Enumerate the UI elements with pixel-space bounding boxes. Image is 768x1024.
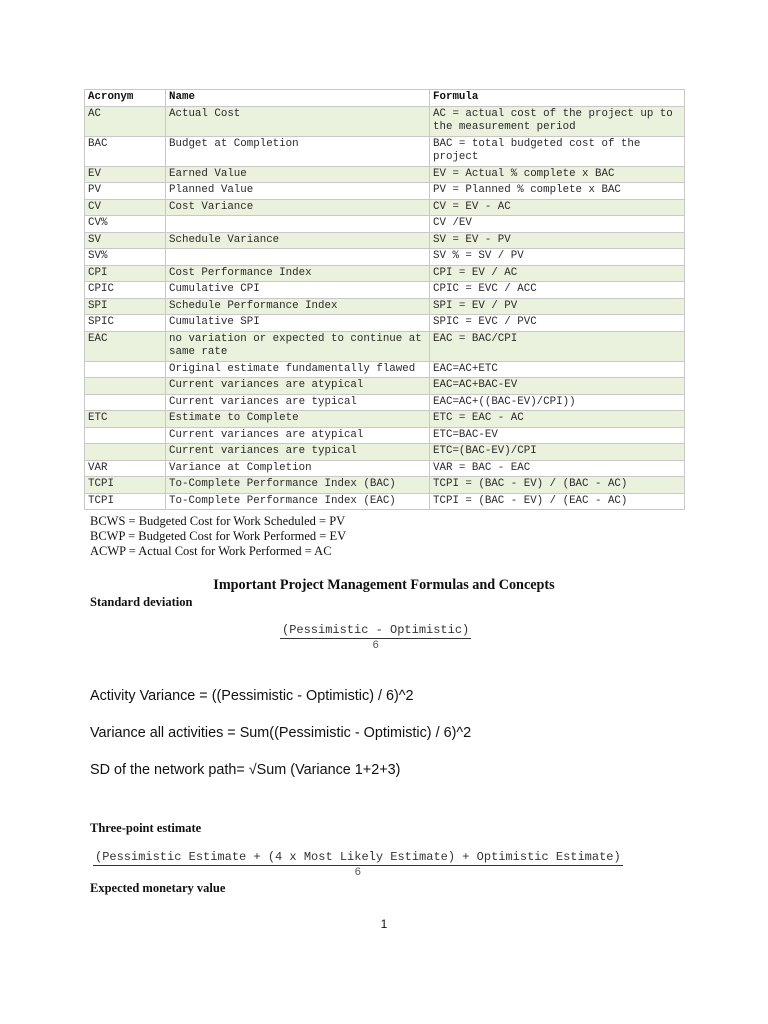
acronym-cell: CV [85,199,166,216]
name-cell: no variation or expected to continue at same rate [166,331,430,361]
table-row [85,282,685,299]
name-cell: Cumulative SPI [166,315,430,332]
table-row [85,199,685,216]
formula-cell: AC = actual cost of the project up to the measurement period [430,106,685,136]
definition-acwp: ACWP = Actual Cost for Work Performed = AC [90,544,332,558]
table-row [85,315,685,332]
formula-cell: PV = Planned % complete x BAC [430,183,685,200]
formula-cell: SV = EV - PV [430,232,685,249]
three-point-heading: Three-point estimate [90,821,202,835]
std-dev-heading: Standard deviation [90,595,193,609]
definition-bcws: BCWS = Budgeted Cost for Work Scheduled = PV [90,514,346,528]
acronym-cell [85,361,166,378]
table-row [85,477,685,494]
three-point-denominator: 6 [354,867,362,879]
name-cell: Current variances are typical [166,444,430,461]
acronym-cell [85,378,166,395]
acronym-cell [85,427,166,444]
formula-cell: EAC=AC+ETC [430,361,685,378]
table-row [85,460,685,477]
table-row [85,298,685,315]
activity-variance-formula: Activity Variance = ((Pessimistic - Optimistic) / 6)^2 [90,688,414,704]
formula-cell: SPI = EV / PV [430,298,685,315]
formula-cell: BAC = total budgeted cost of the project [430,136,685,166]
acronym-table [84,89,685,510]
definitions [90,514,346,559]
acronym-cell: VAR [85,460,166,477]
name-cell: Current variances are atypical [166,427,430,444]
table-row [85,411,685,428]
formula-cell: TCPI = (BAC - EV) / (EAC - AC) [430,493,685,510]
formula-cell: CPIC = EVC / ACC [430,282,685,299]
table-row [85,394,685,411]
name-cell [166,249,430,266]
name-cell: Cost Variance [166,199,430,216]
table-row [85,331,685,361]
acronym-cell: BAC [85,136,166,166]
table-row [85,265,685,282]
formula-cell: SPIC = EVC / PVC [430,315,685,332]
name-cell: Schedule Performance Index [166,298,430,315]
acronym-cell: CPIC [85,282,166,299]
table-body [85,106,685,510]
formula-cell: EAC=AC+BAC-EV [430,378,685,395]
name-cell: Earned Value [166,166,430,183]
table-row [85,444,685,461]
formula-cell: ETC = EAC - AC [430,411,685,428]
acronym-cell: TCPI [85,477,166,494]
page-title: Important Project Management Formulas and Concepts [213,577,555,593]
three-point-formula [93,850,623,880]
acronym-cell: AC [85,106,166,136]
formula-cell: EAC = BAC/CPI [430,331,685,361]
std-dev-formula [280,623,471,653]
acronym-cell: PV [85,183,166,200]
name-cell: Cumulative CPI [166,282,430,299]
formula-cell: SV % = SV / PV [430,249,685,266]
page-number: 1 [380,917,388,931]
table-row [85,361,685,378]
formula-cell: EV = Actual % complete x BAC [430,166,685,183]
name-cell: Current variances are atypical [166,378,430,395]
acronym-cell: SPIC [85,315,166,332]
header-acronym: Acronym [85,90,166,107]
definition-bcwp: BCWP = Budgeted Cost for Work Performed = EV [90,529,347,543]
name-cell: Estimate to Complete [166,411,430,428]
formula-cell: TCPI = (BAC - EV) / (BAC - AC) [430,477,685,494]
acronym-cell: EV [85,166,166,183]
formula-cell: CV = EV - AC [430,199,685,216]
name-cell: Variance at Completion [166,460,430,477]
name-cell: Schedule Variance [166,232,430,249]
acronym-cell: TCPI [85,493,166,510]
table-row [85,166,685,183]
table-row [85,106,685,136]
name-cell: To-Complete Performance Index (BAC) [166,477,430,494]
formula-cell: VAR = BAC - EAC [430,460,685,477]
name-cell: Cost Performance Index [166,265,430,282]
sd-network-formula: SD of the network path= √Sum (Variance 1+2+3) [90,762,401,778]
std-dev-numerator: (Pessimistic - Optimistic) [282,623,470,637]
table-row [85,136,685,166]
table-row [85,183,685,200]
name-cell: Current variances are typical [166,394,430,411]
emv-heading: Expected monetary value [90,881,226,895]
acronym-cell: CV% [85,216,166,233]
acronym-cell: EAC [85,331,166,361]
table-row [85,232,685,249]
table-row [85,249,685,266]
acronym-cell: ETC [85,411,166,428]
acronym-cell: SV [85,232,166,249]
acronym-cell [85,444,166,461]
header-name: Name [166,90,430,107]
formula-cell: CPI = EV / AC [430,265,685,282]
table-row [85,493,685,510]
name-cell: Original estimate fundamentally flawed [166,361,430,378]
table-row [85,427,685,444]
three-point-numerator: (Pessimistic Estimate + (4 x Most Likely Estimate) + Optimistic Estimate) [95,850,621,864]
formula-cell: EAC=AC+((BAC-EV)/CPI)) [430,394,685,411]
name-cell: Actual Cost [166,106,430,136]
table-row [85,216,685,233]
acronym-cell [85,394,166,411]
variance-all-formula: Variance all activities = Sum((Pessimistic - Optimistic) / 6)^2 [90,725,472,741]
std-dev-denominator: 6 [372,640,379,652]
acronym-cell: SPI [85,298,166,315]
acronym-cell: CPI [85,265,166,282]
acronym-cell: SV% [85,249,166,266]
name-cell [166,216,430,233]
table-header-row [85,90,685,107]
formula-cell: CV /EV [430,216,685,233]
table-row [85,378,685,395]
name-cell: Budget at Completion [166,136,430,166]
formula-cell: ETC=(BAC-EV)/CPI [430,444,685,461]
name-cell: Planned Value [166,183,430,200]
header-formula: Formula [430,90,685,107]
name-cell: To-Complete Performance Index (EAC) [166,493,430,510]
formula-cell: ETC=BAC-EV [430,427,685,444]
